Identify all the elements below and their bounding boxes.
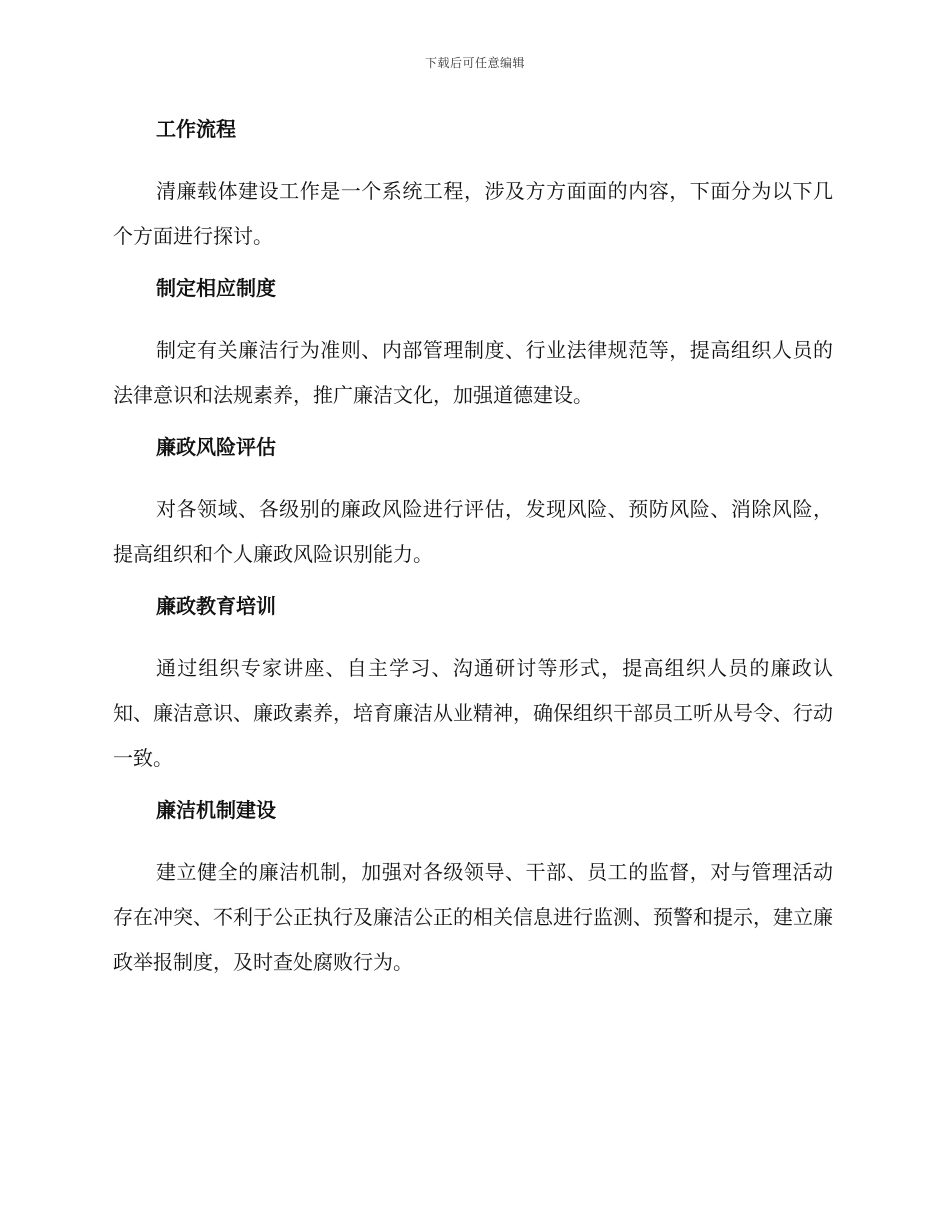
section-risk-assessment xyxy=(113,430,833,577)
section-paragraph: 制定有关廉洁行为准则、内部管理制度、行业法律规范等，提高组织人员的法律意识和法规素养，推广廉洁文化，加强道德建设。 xyxy=(113,338,833,407)
section-paragraph: 对各领域、各级别的廉政风险进行评估，发现风险、预防风险、消除风险，提高组织和个人廉政风险识别能力。 xyxy=(113,497,833,566)
section-heading: 工作流程 xyxy=(156,117,236,141)
page-header: 下载后可任意编辑 xyxy=(424,56,525,70)
section-heading: 廉洁机制建设 xyxy=(156,798,276,822)
section-rules xyxy=(113,271,833,418)
section-heading: 廉政教育培训 xyxy=(156,594,276,618)
section-paragraph: 通过组织专家讲座、自主学习、沟通研讨等形式，提高组织人员的廉政认知、廉洁意识、廉政素养，培育廉洁从业精神，确保组织干部员工听从号令、行动一致。 xyxy=(113,656,833,770)
section-heading: 制定相应制度 xyxy=(156,276,276,300)
section-training xyxy=(113,589,833,781)
section-heading: 廉政风险评估 xyxy=(156,435,276,459)
section-paragraph: 建立健全的廉洁机制，加强对各级领导、干部、员工的监督，对与管理活动存在冲突、不利于公正执行及廉洁公正的相关信息进行监测、预警和提示，建立廉政举报制度，及时查处腐败行为。 xyxy=(113,860,833,974)
document-body xyxy=(113,112,833,997)
section-workflow xyxy=(113,112,833,259)
section-paragraph: 清廉载体建设工作是一个系统工程，涉及方方面面的内容，下面分为以下几个方面进行探讨。 xyxy=(113,179,833,248)
section-mechanism xyxy=(113,793,833,985)
